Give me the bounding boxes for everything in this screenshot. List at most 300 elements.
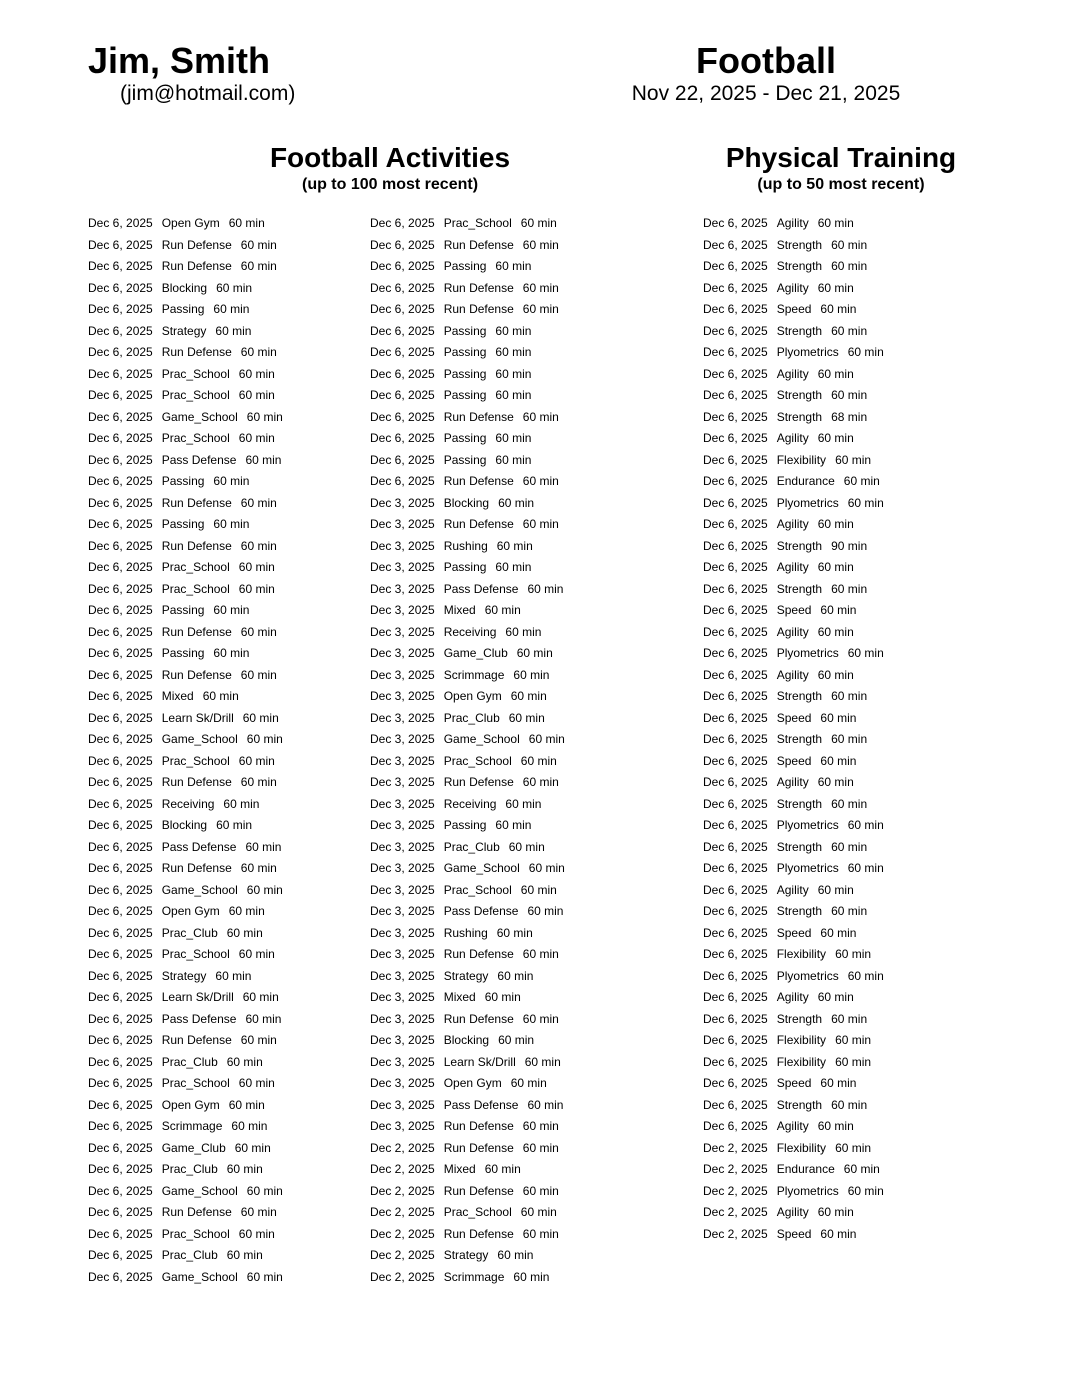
entry-duration: 60 min: [831, 581, 868, 596]
entry-activity: Agility: [776, 1119, 809, 1133]
entry-duration: 60 min: [495, 452, 532, 467]
entry-activity: Run Defense: [161, 259, 232, 273]
entry-duration: 60 min: [817, 882, 854, 897]
list-item: [88, 385, 283, 407]
entry-activity: Blocking: [161, 818, 208, 832]
entry-activity: Strategy: [161, 968, 207, 983]
entry-activity: Run Defense: [443, 517, 514, 531]
entry-duration: 60 min: [202, 689, 239, 703]
list-item: [703, 1030, 884, 1052]
list-item: [370, 514, 565, 536]
entry-duration: 60 min: [213, 302, 250, 316]
entry-activity: Prac_School: [161, 1226, 230, 1241]
entry-activity: Game_School: [161, 1269, 238, 1284]
entry-date: Dec 3, 2025: [370, 947, 435, 961]
list-item: [370, 579, 565, 601]
list-item: [703, 966, 884, 988]
entry-date: Dec 6, 2025: [88, 1033, 153, 1047]
entry-date: Dec 6, 2025: [703, 710, 768, 725]
entry-activity: Prac_School: [443, 882, 512, 897]
list-item: [88, 1267, 283, 1289]
entry-date: Dec 6, 2025: [370, 280, 435, 295]
entry-activity: Run Defense: [443, 1183, 514, 1198]
entry-activity: Strength: [776, 323, 823, 338]
entry-activity: Receiving: [443, 796, 497, 811]
list-item: [703, 1181, 884, 1203]
entry-duration: 60 min: [238, 753, 275, 768]
entry-duration: 60 min: [505, 624, 542, 639]
entry-activity: Strength: [776, 689, 823, 703]
entry-activity: Agility: [776, 366, 809, 381]
list-item: [703, 987, 884, 1009]
entry-date: Dec 6, 2025: [703, 796, 768, 811]
entry-date: Dec 6, 2025: [88, 1119, 153, 1133]
entry-duration: 60 min: [495, 366, 532, 381]
entry-date: Dec 3, 2025: [370, 732, 435, 746]
entry-date: Dec 6, 2025: [703, 753, 768, 768]
entry-duration: 60 min: [831, 323, 868, 338]
list-item: [703, 686, 884, 708]
entry-date: Dec 6, 2025: [703, 323, 768, 338]
list-item: [88, 407, 283, 429]
entry-date: Dec 6, 2025: [703, 452, 768, 467]
entry-duration: 60 min: [847, 861, 884, 875]
entry-date: Dec 6, 2025: [703, 818, 768, 832]
list-item: [703, 665, 884, 687]
entry-activity: Strength: [776, 732, 823, 746]
entry-date: Dec 6, 2025: [88, 710, 153, 725]
list-item: [703, 622, 884, 644]
entry-activity: Prac_School: [161, 581, 230, 596]
entry-date: Dec 6, 2025: [88, 1076, 153, 1090]
entry-activity: Strategy: [443, 1248, 489, 1262]
entry-duration: 60 min: [238, 1226, 275, 1241]
entry-date: Dec 6, 2025: [370, 237, 435, 252]
entry-duration: 60 min: [495, 431, 532, 445]
entry-activity: Open Gym: [161, 216, 220, 230]
entry-duration: 60 min: [820, 1226, 857, 1241]
entry-duration: 60 min: [240, 624, 277, 639]
entry-date: Dec 2, 2025: [370, 1162, 435, 1176]
entry-activity: Rushing: [443, 538, 488, 553]
entry-activity: Game_School: [443, 861, 520, 875]
football-activities-column-1: [88, 213, 283, 1288]
entry-duration: 60 min: [226, 1248, 263, 1262]
entry-date: Dec 6, 2025: [88, 646, 153, 660]
entry-duration: 60 min: [234, 1140, 271, 1155]
entry-duration: 60 min: [495, 259, 532, 273]
entry-duration: 60 min: [831, 259, 868, 273]
list-item: [703, 880, 884, 902]
entry-activity: Prac_Club: [161, 1054, 218, 1069]
entry-activity: Strength: [776, 237, 823, 252]
entry-activity: Strength: [776, 796, 823, 811]
entry-duration: 60 min: [835, 1140, 872, 1155]
entry-duration: 60 min: [495, 560, 532, 574]
entry-date: Dec 2, 2025: [370, 1269, 435, 1284]
entry-duration: 60 min: [522, 237, 559, 252]
entry-activity: Run Defense: [443, 775, 514, 789]
entry-duration: 60 min: [245, 452, 282, 467]
entry-activity: Passing: [443, 323, 487, 338]
list-item: [703, 1095, 884, 1117]
entry-duration: 60 min: [226, 1054, 263, 1069]
list-item: [703, 1116, 884, 1138]
entry-activity: Mixed: [161, 689, 194, 703]
entry-duration: 60 min: [246, 1269, 283, 1284]
entry-date: Dec 6, 2025: [703, 431, 768, 445]
entry-duration: 60 min: [242, 990, 279, 1004]
entry-duration: 60 min: [520, 753, 557, 768]
entry-date: Dec 6, 2025: [703, 366, 768, 381]
entry-duration: 60 min: [831, 388, 868, 402]
list-item: [88, 1030, 283, 1052]
entry-date: Dec 3, 2025: [370, 646, 435, 660]
list-item: [703, 1052, 884, 1074]
entry-duration: 60 min: [522, 1140, 559, 1155]
list-item: [88, 1095, 283, 1117]
entry-activity: Strength: [776, 1011, 823, 1026]
entry-duration: 60 min: [847, 345, 884, 359]
list-item: [703, 364, 884, 386]
list-item: [88, 450, 283, 472]
entry-date: Dec 6, 2025: [703, 1097, 768, 1112]
list-item: [703, 428, 884, 450]
entry-activity: Passing: [161, 302, 205, 316]
entry-duration: 60 min: [527, 581, 564, 596]
entry-duration: 60 min: [245, 839, 282, 854]
entry-duration: 60 min: [228, 216, 265, 230]
entry-date: Dec 6, 2025: [370, 431, 435, 445]
list-item: [88, 1052, 283, 1074]
date-range: Nov 22, 2025 - Dec 21, 2025: [631, 82, 901, 105]
list-item: [88, 643, 283, 665]
entry-duration: 60 min: [240, 667, 277, 682]
entry-date: Dec 6, 2025: [703, 646, 768, 660]
entry-date: Dec 6, 2025: [370, 452, 435, 467]
entry-duration: 60 min: [847, 968, 884, 983]
entry-activity: Prac_School: [161, 388, 230, 402]
entry-duration: 60 min: [831, 1011, 868, 1026]
list-item: [370, 256, 565, 278]
entry-duration: 60 min: [820, 603, 857, 617]
list-item: [88, 278, 283, 300]
entry-activity: Passing: [161, 603, 205, 617]
entry-date: Dec 6, 2025: [88, 431, 153, 445]
entry-date: Dec 6, 2025: [703, 581, 768, 596]
entry-duration: 60 min: [843, 1162, 880, 1176]
entry-date: Dec 6, 2025: [370, 302, 435, 316]
entry-activity: Agility: [776, 280, 809, 295]
entry-date: Dec 6, 2025: [88, 495, 153, 510]
entry-duration: 60 min: [240, 1033, 277, 1047]
entry-date: Dec 6, 2025: [703, 861, 768, 875]
entry-duration: 60 min: [238, 560, 275, 574]
entry-duration: 60 min: [527, 1097, 564, 1112]
entry-activity: Prac_School: [443, 216, 512, 230]
entry-activity: Prac_Club: [161, 1162, 218, 1176]
list-item: [370, 364, 565, 386]
entry-duration: 60 min: [226, 1162, 263, 1176]
list-item: [370, 643, 565, 665]
entry-duration: 60 min: [817, 431, 854, 445]
list-item: [88, 493, 283, 515]
entry-date: Dec 6, 2025: [703, 517, 768, 531]
list-item: [88, 579, 283, 601]
list-item: [88, 880, 283, 902]
entry-date: Dec 6, 2025: [88, 968, 153, 983]
list-item: [703, 385, 884, 407]
entry-date: Dec 6, 2025: [370, 259, 435, 273]
entry-duration: 60 min: [516, 646, 553, 660]
entry-activity: Passing: [443, 345, 487, 359]
entry-date: Dec 6, 2025: [88, 560, 153, 574]
entry-activity: Speed: [776, 753, 812, 768]
entry-duration: 60 min: [820, 753, 857, 768]
entry-date: Dec 6, 2025: [703, 216, 768, 230]
entry-duration: 60 min: [513, 667, 550, 682]
entry-date: Dec 2, 2025: [703, 1183, 768, 1198]
entry-date: Dec 3, 2025: [370, 667, 435, 682]
entry-date: Dec 6, 2025: [703, 345, 768, 359]
entry-activity: Strength: [776, 388, 823, 402]
entry-activity: Flexibility: [776, 1054, 827, 1069]
entry-activity: Pass Defense: [161, 1011, 237, 1026]
list-item: [370, 1159, 565, 1181]
entry-activity: Strength: [776, 259, 823, 273]
list-item: [370, 708, 565, 730]
entry-activity: Pass Defense: [443, 904, 519, 918]
entry-activity: Open Gym: [443, 689, 502, 703]
entry-activity: Plyometrics: [776, 646, 839, 660]
entry-duration: 60 min: [484, 1162, 521, 1176]
entry-activity: Mixed: [443, 1162, 476, 1176]
entry-date: Dec 3, 2025: [370, 990, 435, 1004]
entry-date: Dec 6, 2025: [88, 474, 153, 488]
entry-duration: 60 min: [215, 968, 252, 983]
entry-activity: Run Defense: [443, 237, 514, 252]
list-item: [703, 794, 884, 816]
entry-date: Dec 6, 2025: [703, 280, 768, 295]
entry-activity: Strength: [776, 409, 823, 424]
list-item: [88, 966, 283, 988]
entry-duration: 60 min: [522, 1183, 559, 1198]
entry-date: Dec 3, 2025: [370, 689, 435, 703]
list-item: [370, 880, 565, 902]
list-item: [88, 1181, 283, 1203]
entry-duration: 68 min: [831, 409, 868, 424]
list-item: [370, 557, 565, 579]
entry-activity: Prac_School: [161, 366, 230, 381]
entry-activity: Run Defense: [443, 474, 514, 488]
list-item: [370, 428, 565, 450]
entry-duration: 60 min: [238, 947, 275, 961]
entry-duration: 60 min: [495, 388, 532, 402]
list-item: [703, 944, 884, 966]
entry-date: Dec 6, 2025: [88, 388, 153, 402]
list-item: [703, 321, 884, 343]
list-item: [703, 815, 884, 837]
list-item: [88, 471, 283, 493]
list-item: [703, 514, 884, 536]
entry-date: Dec 6, 2025: [703, 495, 768, 510]
list-item: [88, 815, 283, 837]
entry-date: Dec 6, 2025: [88, 1162, 153, 1176]
list-item: [703, 278, 884, 300]
list-item: [88, 729, 283, 751]
list-item: [370, 1095, 565, 1117]
entry-date: Dec 3, 2025: [370, 560, 435, 574]
entry-activity: Game_School: [443, 732, 520, 746]
entry-date: Dec 6, 2025: [88, 237, 153, 252]
entry-date: Dec 6, 2025: [703, 1033, 768, 1047]
list-item: [703, 342, 884, 364]
entry-duration: 60 min: [498, 1033, 535, 1047]
entry-duration: 60 min: [831, 796, 868, 811]
entry-activity: Flexibility: [776, 1140, 827, 1155]
list-item: [370, 923, 565, 945]
entry-date: Dec 6, 2025: [370, 366, 435, 381]
entry-activity: Strength: [776, 538, 823, 553]
entry-date: Dec 2, 2025: [370, 1140, 435, 1155]
football-activities-column-2: [370, 213, 565, 1288]
list-item: [703, 708, 884, 730]
entry-duration: 60 min: [522, 280, 559, 295]
entry-activity: Blocking: [161, 280, 208, 295]
entry-duration: 60 min: [522, 474, 559, 488]
list-item: [703, 579, 884, 601]
entry-activity: Passing: [161, 474, 205, 488]
list-item: [88, 1159, 283, 1181]
entry-duration: 60 min: [510, 689, 547, 703]
entry-activity: Pass Defense: [161, 839, 237, 854]
entry-activity: Game_Club: [161, 1140, 226, 1155]
entry-activity: Mixed: [443, 603, 476, 617]
list-item: [703, 213, 884, 235]
entry-duration: 60 min: [817, 280, 854, 295]
football-activities-subtitle: (up to 100 most recent): [301, 176, 479, 193]
list-item: [370, 858, 565, 880]
entry-duration: 60 min: [820, 925, 857, 940]
entry-activity: Plyometrics: [776, 1183, 839, 1198]
list-item: [370, 751, 565, 773]
entry-duration: 60 min: [498, 495, 535, 510]
entry-date: Dec 6, 2025: [88, 732, 153, 746]
entry-date: Dec 6, 2025: [370, 216, 435, 230]
entry-date: Dec 3, 2025: [370, 1054, 435, 1069]
entry-activity: Agility: [776, 775, 809, 789]
entry-activity: Mixed: [443, 990, 476, 1004]
entry-duration: 60 min: [508, 710, 545, 725]
entry-activity: Run Defense: [443, 1119, 514, 1133]
entry-activity: Game_School: [161, 409, 238, 424]
entry-activity: Speed: [776, 1226, 812, 1241]
entry-date: Dec 6, 2025: [703, 1011, 768, 1026]
entry-date: Dec 6, 2025: [88, 861, 153, 875]
entry-date: Dec 6, 2025: [703, 775, 768, 789]
entry-activity: Prac_School: [161, 753, 230, 768]
entry-date: Dec 6, 2025: [88, 538, 153, 553]
entry-date: Dec 3, 2025: [370, 495, 435, 510]
list-item: [703, 1159, 884, 1181]
entry-duration: 60 min: [497, 1248, 534, 1262]
entry-duration: 60 min: [484, 603, 521, 617]
entry-date: Dec 2, 2025: [703, 1226, 768, 1241]
list-item: [88, 1138, 283, 1160]
entry-duration: 60 min: [216, 818, 253, 832]
list-item: [703, 643, 884, 665]
list-item: [703, 600, 884, 622]
entry-duration: 60 min: [524, 1054, 561, 1069]
list-item: [703, 1138, 884, 1160]
entry-duration: 60 min: [246, 1183, 283, 1198]
entry-date: Dec 6, 2025: [88, 818, 153, 832]
entry-duration: 60 min: [522, 947, 559, 961]
entry-duration: 60 min: [245, 1011, 282, 1026]
list-item: [88, 858, 283, 880]
entry-date: Dec 6, 2025: [88, 796, 153, 811]
list-item: [370, 944, 565, 966]
entry-date: Dec 6, 2025: [88, 667, 153, 682]
entry-activity: Endurance: [776, 1162, 835, 1176]
entry-activity: Learn Sk/Drill: [161, 990, 234, 1004]
entry-duration: 60 min: [820, 710, 857, 725]
list-item: [370, 493, 565, 515]
entry-activity: Scrimmage: [443, 667, 505, 682]
entry-activity: Speed: [776, 710, 812, 725]
list-item: [370, 815, 565, 837]
entry-activity: Open Gym: [161, 1097, 220, 1112]
entry-date: Dec 6, 2025: [88, 1205, 153, 1219]
entry-duration: 60 min: [216, 280, 253, 295]
list-item: [88, 1116, 283, 1138]
list-item: [370, 278, 565, 300]
entry-date: Dec 3, 2025: [370, 1097, 435, 1112]
list-item: [370, 729, 565, 751]
entry-date: Dec 6, 2025: [703, 1076, 768, 1090]
entry-date: Dec 6, 2025: [703, 947, 768, 961]
entry-duration: 60 min: [520, 216, 557, 230]
entry-duration: 60 min: [820, 302, 857, 316]
entry-date: Dec 6, 2025: [88, 259, 153, 273]
entry-duration: 60 min: [831, 839, 868, 854]
entry-date: Dec 3, 2025: [370, 904, 435, 918]
entry-duration: 60 min: [843, 474, 880, 488]
entry-date: Dec 6, 2025: [88, 1269, 153, 1284]
entry-activity: Run Defense: [443, 1011, 514, 1026]
entry-date: Dec 3, 2025: [370, 710, 435, 725]
entry-duration: 60 min: [496, 925, 533, 940]
entry-duration: 60 min: [240, 538, 277, 553]
list-item: [370, 772, 565, 794]
entry-duration: 60 min: [496, 538, 533, 553]
list-item: [88, 901, 283, 923]
entry-activity: Passing: [443, 452, 487, 467]
entry-date: Dec 3, 2025: [370, 1119, 435, 1133]
list-item: [703, 256, 884, 278]
entry-activity: Game_Club: [443, 646, 508, 660]
entry-duration: 60 min: [831, 689, 868, 703]
entry-date: Dec 6, 2025: [703, 624, 768, 639]
list-item: [370, 1030, 565, 1052]
entry-activity: Agility: [776, 517, 809, 531]
entry-duration: 60 min: [495, 818, 532, 832]
entry-date: Dec 6, 2025: [88, 904, 153, 918]
entry-date: Dec 6, 2025: [703, 603, 768, 617]
entry-activity: Plyometrics: [776, 968, 839, 983]
list-item: [88, 686, 283, 708]
list-item: [370, 1073, 565, 1095]
